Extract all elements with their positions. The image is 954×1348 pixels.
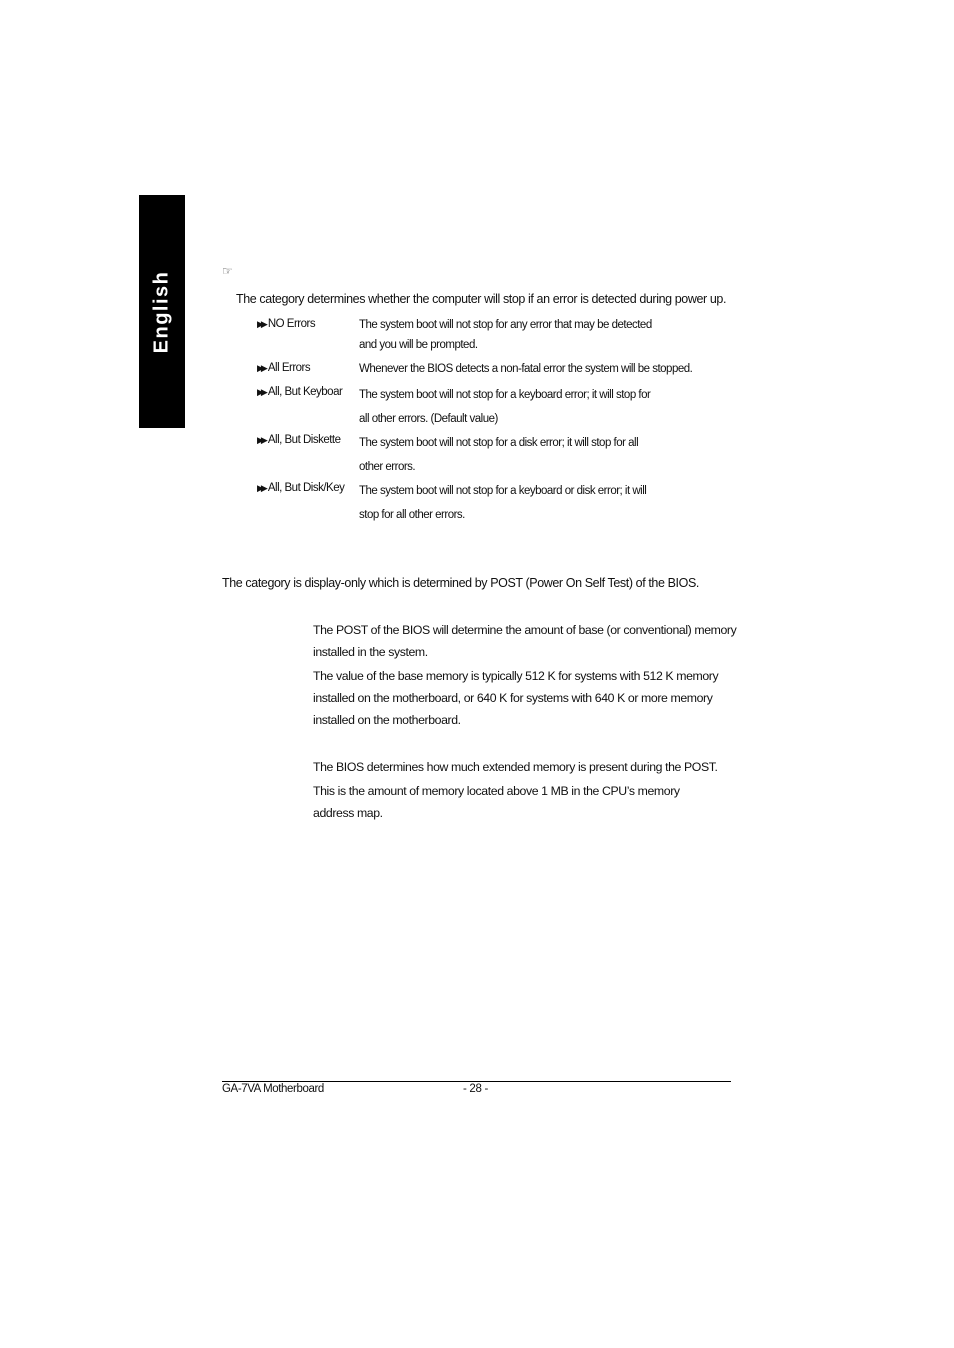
option-desc-all-but-keyboard: The system boot will not stop for a keyboard error; it will stop for all other errors. (Default value)	[359, 389, 651, 425]
side-tab-label: English	[150, 270, 173, 353]
double-arrow-icon: ▶▶	[257, 435, 265, 445]
double-arrow-icon: ▶▶	[257, 319, 265, 329]
footer-product-name: GA-7VA Motherboard	[222, 1083, 324, 1095]
double-arrow-icon: ▶▶	[257, 387, 265, 397]
memory-intro: The category is display-only which is determined by POST (Power On Self Test) of the BIOS.	[222, 576, 699, 590]
extended-memory-description: The BIOS determines how much extended memory is present during the POST. This is the amount of memory located above 1 MB in the CPU’s memory address map.	[313, 760, 718, 820]
option-desc-all-but-diskette: The system boot will not stop for a disk error; it will stop for all other errors.	[359, 437, 639, 473]
option-desc-no-errors: The system boot will not stop for any error that may be detected and you will be prompted.	[359, 319, 652, 351]
halt-on-intro: The category determines whether the computer will stop if an error is detected during power up.	[236, 292, 727, 306]
double-arrow-icon: ▶▶	[257, 363, 265, 373]
option-label-all-but-disk-key: ▶▶ All, But Disk/Key	[257, 482, 345, 494]
base-memory-description: The POST of the BIOS will determine the amount of base (or conventional) memory installed in the system. The value of the base memory is typically 512 K for systems with 512 K memory installed on the motherboard, or 640 K for systems with 640 K or more memory installed on the motherboard.	[313, 623, 737, 727]
footer-rule	[222, 1081, 731, 1082]
double-arrow-icon: ▶▶	[257, 483, 265, 493]
option-desc-all-but-disk-key: The system boot will not stop for a keyboard or disk error; it will stop for all other errors.	[359, 485, 647, 521]
language-side-tab	[139, 195, 185, 428]
option-label-all-but-diskette: ▶▶ All, But Diskette	[257, 434, 341, 446]
option-desc-all-errors: Whenever the BIOS detects a non-fatal error the system will be stopped.	[359, 363, 693, 375]
option-label-no-errors: ▶▶ NO Errors	[257, 318, 316, 330]
option-label-all-errors: ▶▶ All Errors	[257, 362, 311, 374]
footer-page-number: - 28 -	[463, 1083, 489, 1095]
option-label-all-but-keyboard: ▶▶ All, But Keyboar	[257, 386, 343, 398]
pointing-hand-icon: ☞	[222, 264, 233, 278]
